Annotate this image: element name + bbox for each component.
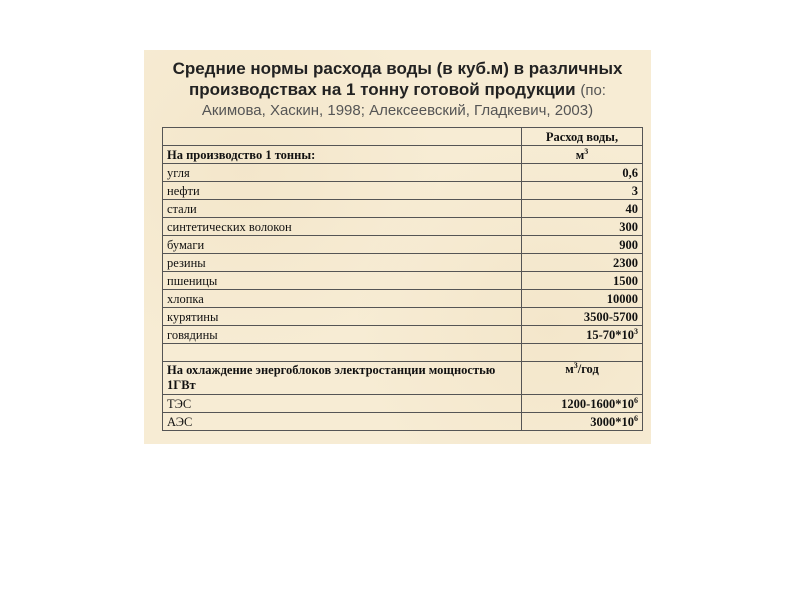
- value-text: 3000*10: [590, 414, 634, 429]
- column-header: Расход воды,: [522, 128, 643, 146]
- title-source-open: (по:: [580, 82, 606, 99]
- table-row: [163, 182, 643, 200]
- row-value: 3500-5700: [522, 308, 643, 326]
- row-value: 40: [522, 200, 643, 218]
- table-row: [163, 395, 643, 413]
- title-line-2-main: производствах на 1 тонну готовой продукции: [189, 80, 576, 99]
- row-value: 900: [522, 236, 643, 254]
- row-name: пшеницы: [163, 272, 522, 290]
- unit-sup: 3: [573, 360, 578, 370]
- table-row: [163, 413, 643, 431]
- unit-tail: /год: [577, 362, 599, 376]
- value-sup: 6: [634, 413, 638, 423]
- content-panel: [144, 50, 651, 444]
- row-value: [522, 395, 643, 413]
- title-line-2: [144, 79, 651, 101]
- unit-text: м: [575, 147, 585, 162]
- row-name: стали: [163, 200, 522, 218]
- value-sup: 6: [634, 395, 638, 405]
- value-text: 1200-1600*10: [561, 396, 634, 411]
- section-2-unit: [522, 362, 643, 395]
- section-1-label: На производство 1 тонны:: [163, 146, 522, 164]
- table-row: [163, 272, 643, 290]
- title-line-3: Акимова, Хаскин, 1998; Алексеевский, Гладкевич, 2003): [201, 102, 594, 119]
- row-name: хлопка: [163, 290, 522, 308]
- unit-text: м: [565, 362, 574, 376]
- row-value: [522, 413, 643, 431]
- row-name: бумаги: [163, 236, 522, 254]
- row-value: [522, 326, 643, 344]
- unit-sup: 3: [584, 146, 589, 156]
- value-text: 15-70*10: [586, 327, 634, 342]
- header-empty-cell: [163, 128, 522, 146]
- table-row: [163, 236, 643, 254]
- table-row: [163, 254, 643, 272]
- table-row: [163, 308, 643, 326]
- section-1-row: [163, 146, 643, 164]
- row-name: АЭС: [163, 413, 522, 431]
- title-line-1: Средние нормы расхода воды (в куб.м) в различных: [172, 59, 623, 78]
- row-value: 1500: [522, 272, 643, 290]
- water-norms-table: [162, 127, 643, 431]
- row-name: говядины: [163, 326, 522, 344]
- row-name: синтетических волокон: [163, 218, 522, 236]
- row-value: 0,6: [522, 164, 643, 182]
- table-row: [163, 200, 643, 218]
- section-1-unit: [522, 146, 643, 164]
- section-2-row: [163, 362, 643, 395]
- row-value: 300: [522, 218, 643, 236]
- table-row: [163, 290, 643, 308]
- value-sup: 3: [634, 326, 638, 336]
- row-name: нефти: [163, 182, 522, 200]
- empty-cell: [163, 344, 522, 362]
- slide-title: [144, 58, 651, 121]
- row-name: ТЭС: [163, 395, 522, 413]
- row-value: 3: [522, 182, 643, 200]
- spacer-row: [163, 344, 643, 362]
- section-2-label: На охлаждение энергоблоков электростанции мощностью 1ГВт: [163, 362, 522, 395]
- table-row: [163, 164, 643, 182]
- row-value: 2300: [522, 254, 643, 272]
- table-row: [163, 326, 643, 344]
- row-name: резины: [163, 254, 522, 272]
- table-row: [163, 218, 643, 236]
- empty-cell: [522, 344, 643, 362]
- row-value: 10000: [522, 290, 643, 308]
- row-name: курятины: [163, 308, 522, 326]
- row-name: угля: [163, 164, 522, 182]
- table-header-row: [163, 128, 643, 146]
